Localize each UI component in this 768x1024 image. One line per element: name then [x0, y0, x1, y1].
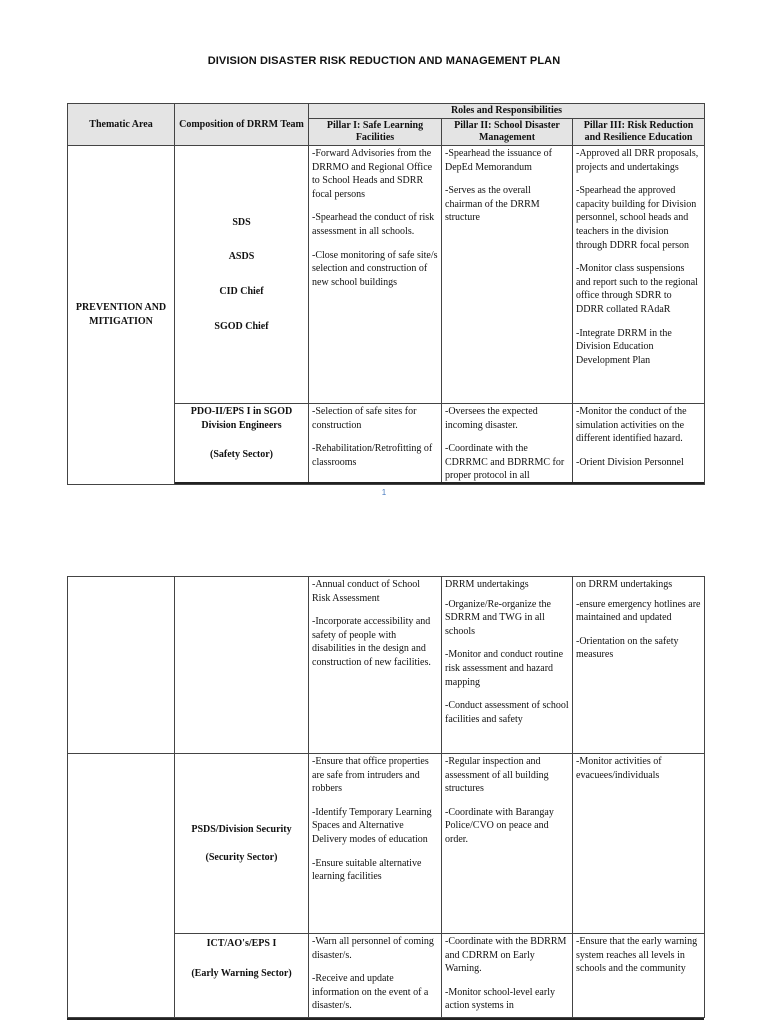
responsibility-item: -Ensure that the early warning system reaches all levels in schools and the community	[576, 936, 698, 975]
responsibility-item: -Warn all personnel of coming disaster/s.	[312, 936, 434, 961]
roles-header: Roles and Responsibilities	[309, 104, 705, 119]
responsibility-item: DRRM undertakings	[445, 579, 529, 590]
team-cell-security	[175, 754, 309, 934]
responsibility-item: -Annual conduct of School Risk Assessment	[312, 579, 421, 604]
responsibility-item: -Spearhead the approved capacity building for Division personnel, school heads and teachers in the division through DDRR focal person	[576, 185, 697, 251]
pillar1-cell	[309, 934, 442, 1018]
pillar2-header: Pillar II: School Disaster Management	[442, 119, 573, 146]
responsibility-item: -Ensure suitable alternative learning facilities	[312, 857, 422, 883]
pillar3-cell	[573, 404, 705, 485]
responsibility-item: -Coordinate with Barangay Police/CVO on peace and order.	[445, 806, 554, 845]
team-member: PSDS/Division Security	[191, 823, 292, 835]
team-member: PDO-II/EPS I in SGOD	[190, 406, 293, 417]
responsibility-item: -Spearhead the conduct of risk assessment in all schools.	[312, 212, 435, 237]
responsibility-item: -Orientation on the safety measures	[576, 635, 679, 661]
responsibility-item: -Orient Division Personnel	[576, 456, 684, 468]
responsibility-item: -Identify Temporary Learning Spaces and Alternative Delivery modes of education	[312, 806, 432, 845]
responsibility-item: -Incorporate accessibility and safety of people with disabilities in the design and construction of new facilities.	[312, 616, 431, 668]
drrm-table-page2	[67, 576, 705, 1018]
responsibility-item: -Approved all DRR proposals, projects and undertakings	[576, 148, 699, 173]
pillar1-cell	[309, 146, 442, 404]
responsibility-item: -Monitor the conduct of the simulation activities on the different identified hazard.	[576, 406, 687, 445]
team-cell-leadership	[175, 146, 309, 404]
sector-label: (Security Sector)	[205, 851, 278, 863]
responsibility-item: -Integrate DRRM in the Division Education Development Plan	[576, 327, 672, 366]
responsibility-item: -Regular inspection and assessment of all building structures	[445, 756, 549, 795]
team-member: CID Chief	[219, 286, 264, 297]
pillar3-cell	[573, 754, 705, 934]
responsibility-item: -Rehabilitation/Retrofitting of classrooms	[312, 443, 433, 468]
team-cell	[175, 577, 309, 754]
responsibility-item: -Oversees the expected incoming disaster.	[445, 406, 538, 431]
pillar1-cell	[309, 577, 442, 754]
responsibility-item: -Monitor and conduct routine risk assessment and hazard mapping	[445, 649, 564, 688]
pillar1-cell	[309, 404, 442, 485]
team-member: SDS	[232, 216, 251, 228]
team-member: ASDS	[228, 251, 255, 263]
table-bottom-rule	[67, 1018, 704, 1020]
composition-header: Composition of DRRM Team	[175, 104, 309, 146]
table-bottom-rule	[175, 482, 704, 484]
responsibility-item: -ensure emergency hotlines are maintained and updated	[576, 598, 701, 624]
pillar1-header: Pillar I: Safe Learning Facilities	[309, 119, 442, 146]
responsibility-item: -Serves as the overall chairman of the DRRM structure	[445, 185, 540, 224]
thematic-area-cell	[68, 754, 175, 1018]
pillar3-cell	[573, 934, 705, 1018]
pillar3-cell	[573, 146, 705, 404]
drrm-table-page1	[67, 103, 705, 485]
team-member: ICT/AO's/EPS I	[206, 938, 277, 949]
responsibility-item: -Conduct assessment of school facilities and safety	[445, 700, 569, 725]
document-title: DIVISION DISASTER RISK REDUCTION AND MANAGEMENT PLAN	[207, 55, 561, 67]
responsibility-item: -Coordinate with the CDRRMC and BDRRMC for proper protocol in all	[445, 443, 565, 482]
responsibility-item: -Forward Advisories from the DRRMO and Regional Office to School Heads and SDRR focal persons	[312, 148, 433, 200]
responsibility-item: -Monitor activities of evacuees/individuals	[576, 756, 662, 781]
thematic-area-cell: PREVENTION AND MITIGATION	[68, 146, 175, 485]
pillar3-header: Pillar III: Risk Reduction and Resilience Education	[573, 119, 705, 146]
pillar2-cell	[442, 754, 573, 934]
pillar2-cell	[442, 146, 573, 404]
responsibility-item: -Selection of safe sites for construction	[312, 406, 417, 431]
responsibility-item: -Receive and update information on the event of a disaster/s.	[312, 973, 429, 1012]
responsibility-item: -Monitor class suspensions and report such to the regional office through SDRR to DDRR collated RAdaR	[576, 263, 698, 315]
sector-label: (Safety Sector)	[209, 449, 274, 461]
responsibility-item: -Close monitoring of safe site/s selection and construction of new school buildings	[312, 249, 438, 288]
team-member: Division Engineers	[201, 419, 282, 431]
thematic-area-cell	[68, 577, 175, 754]
responsibility-item: -Coordinate with the BDRRM and CDRRM on Early Warning.	[445, 936, 567, 975]
team-member: SGOD Chief	[214, 320, 269, 332]
sector-label: (Early Warning Sector)	[191, 967, 292, 979]
pillar2-cell	[442, 934, 573, 1018]
responsibility-item: -Monitor school-level early action systems in	[445, 986, 555, 1012]
responsibility-item: -Ensure that office properties are safe from intruders and robbers	[312, 756, 429, 795]
team-cell-early-warning	[175, 934, 309, 1018]
pillar2-cell	[442, 404, 573, 485]
pillar3-cell	[573, 577, 705, 754]
responsibility-item: on DRRM undertakings	[576, 579, 673, 590]
team-cell-safety	[175, 404, 309, 485]
pillar1-cell	[309, 754, 442, 934]
responsibility-item: -Organize/Re-organize the SDRRM and TWG in all schools	[445, 598, 551, 637]
responsibility-item: -Spearhead the issuance of DepEd Memorandum	[445, 148, 552, 173]
pillar2-cell	[442, 577, 573, 754]
page-number: 1	[381, 488, 387, 497]
thematic-area-header: Thematic Area	[68, 104, 175, 146]
